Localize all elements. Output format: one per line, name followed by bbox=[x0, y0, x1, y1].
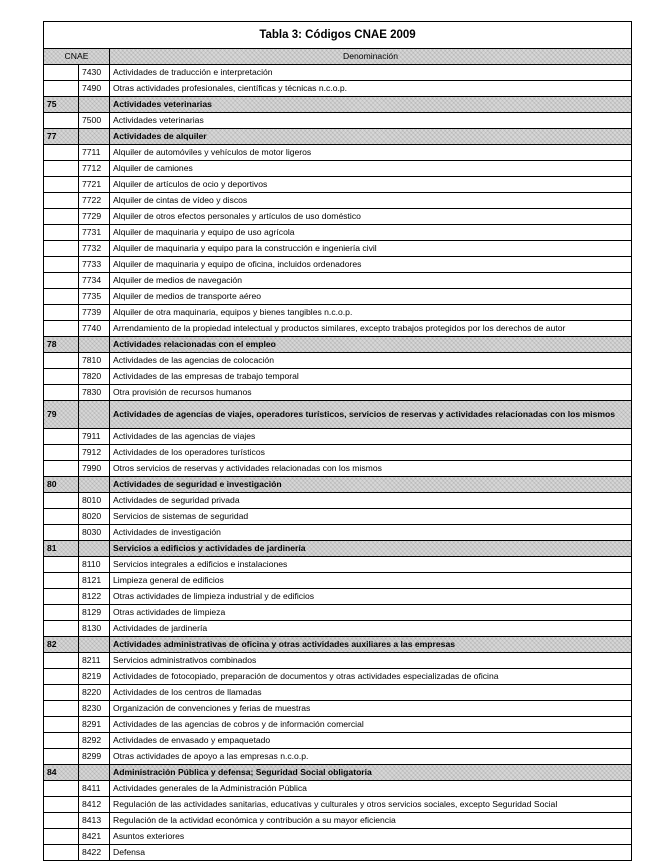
title-row bbox=[44, 22, 632, 49]
item-name: Otras actividades de limpieza bbox=[110, 605, 632, 621]
table-row bbox=[44, 321, 632, 337]
item-name: Arrendamiento de la propiedad intelectual y productos similares, excepto trabajos protegidos por los derechos de autor bbox=[110, 321, 632, 337]
group-code-blank bbox=[79, 97, 110, 113]
table-row bbox=[44, 749, 632, 765]
item-indent bbox=[44, 797, 79, 813]
group-code-blank bbox=[79, 637, 110, 653]
item-name: Alquiler de maquinaria y equipo de oficina, incluidos ordenadores bbox=[110, 257, 632, 273]
item-code: 7721 bbox=[79, 177, 110, 193]
group-code-blank bbox=[79, 477, 110, 493]
item-code: 7740 bbox=[79, 321, 110, 337]
item-indent bbox=[44, 289, 79, 305]
item-name: Actividades de investigación bbox=[110, 525, 632, 541]
table-row bbox=[44, 353, 632, 369]
group-code: 80 bbox=[44, 477, 79, 493]
table-row-group bbox=[44, 97, 632, 113]
item-code: 8030 bbox=[79, 525, 110, 541]
item-indent bbox=[44, 589, 79, 605]
item-code: 8121 bbox=[79, 573, 110, 589]
item-indent bbox=[44, 385, 79, 401]
item-name: Alquiler de medios de navegación bbox=[110, 273, 632, 289]
item-code: 8020 bbox=[79, 509, 110, 525]
table-row bbox=[44, 209, 632, 225]
item-code: 8421 bbox=[79, 829, 110, 845]
item-name: Actividades veterinarias bbox=[110, 113, 632, 129]
cnae-table bbox=[43, 21, 632, 861]
item-name: Regulación de la actividad económica y contribución a su mayor eficiencia bbox=[110, 813, 632, 829]
item-name: Alquiler de cintas de vídeo y discos bbox=[110, 193, 632, 209]
item-code: 8292 bbox=[79, 733, 110, 749]
item-name: Limpieza general de edificios bbox=[110, 573, 632, 589]
table-row bbox=[44, 669, 632, 685]
group-name: Actividades administrativas de oficina y otras actividades auxiliares a las empresas bbox=[110, 637, 632, 653]
table-row bbox=[44, 429, 632, 445]
item-name: Actividades de las empresas de trabajo temporal bbox=[110, 369, 632, 385]
item-code: 7732 bbox=[79, 241, 110, 257]
item-code: 8230 bbox=[79, 701, 110, 717]
table-row bbox=[44, 177, 632, 193]
item-code: 8413 bbox=[79, 813, 110, 829]
item-name: Actividades de las agencias de viajes bbox=[110, 429, 632, 445]
item-name: Actividades generales de la Administración Pública bbox=[110, 781, 632, 797]
table-row-group bbox=[44, 129, 632, 145]
table-row bbox=[44, 461, 632, 477]
item-indent bbox=[44, 273, 79, 289]
item-indent bbox=[44, 573, 79, 589]
item-indent bbox=[44, 145, 79, 161]
item-name: Alquiler de automóviles y vehículos de motor ligeros bbox=[110, 145, 632, 161]
table-row-group bbox=[44, 541, 632, 557]
item-code: 8299 bbox=[79, 749, 110, 765]
item-code: 7810 bbox=[79, 353, 110, 369]
item-name: Alquiler de otros efectos personales y artículos de uso doméstico bbox=[110, 209, 632, 225]
table-row bbox=[44, 289, 632, 305]
item-indent bbox=[44, 461, 79, 477]
item-code: 7830 bbox=[79, 385, 110, 401]
item-indent bbox=[44, 209, 79, 225]
item-indent bbox=[44, 193, 79, 209]
group-code: 84 bbox=[44, 765, 79, 781]
item-code: 8130 bbox=[79, 621, 110, 637]
item-code: 8220 bbox=[79, 685, 110, 701]
item-name: Otras actividades profesionales, científicas y técnicas n.c.o.p. bbox=[110, 81, 632, 97]
item-indent bbox=[44, 525, 79, 541]
table-body bbox=[44, 65, 632, 861]
item-code: 8110 bbox=[79, 557, 110, 573]
item-name: Otros servicios de reservas y actividades relacionadas con los mismos bbox=[110, 461, 632, 477]
table-row bbox=[44, 573, 632, 589]
item-indent bbox=[44, 605, 79, 621]
item-code: 7820 bbox=[79, 369, 110, 385]
item-code: 8422 bbox=[79, 845, 110, 861]
item-indent bbox=[44, 669, 79, 685]
table-row bbox=[44, 621, 632, 637]
item-name: Actividades de jardinería bbox=[110, 621, 632, 637]
column-header-cnae: CNAE bbox=[44, 49, 110, 65]
item-indent bbox=[44, 685, 79, 701]
item-indent bbox=[44, 161, 79, 177]
item-name: Alquiler de maquinaria y equipo para la construcción e ingeniería civil bbox=[110, 241, 632, 257]
group-code-blank bbox=[79, 541, 110, 557]
item-code: 7911 bbox=[79, 429, 110, 445]
item-indent bbox=[44, 305, 79, 321]
item-indent bbox=[44, 653, 79, 669]
item-name: Alquiler de camiones bbox=[110, 161, 632, 177]
table-row bbox=[44, 701, 632, 717]
table-row bbox=[44, 385, 632, 401]
table-row bbox=[44, 113, 632, 129]
item-name: Actividades de las agencias de colocación bbox=[110, 353, 632, 369]
table-row-group bbox=[44, 765, 632, 781]
item-indent bbox=[44, 493, 79, 509]
item-code: 7500 bbox=[79, 113, 110, 129]
group-name: Servicios a edificios y actividades de jardinería bbox=[110, 541, 632, 557]
item-indent bbox=[44, 813, 79, 829]
table-row bbox=[44, 81, 632, 97]
item-indent bbox=[44, 429, 79, 445]
group-name: Administración Pública y defensa; Seguridad Social obligatoria bbox=[110, 765, 632, 781]
item-name: Actividades de los operadores turísticos bbox=[110, 445, 632, 461]
item-code: 8412 bbox=[79, 797, 110, 813]
table-row bbox=[44, 65, 632, 81]
item-code: 7739 bbox=[79, 305, 110, 321]
item-code: 8211 bbox=[79, 653, 110, 669]
cnae-table-sheet bbox=[43, 21, 632, 861]
item-name: Asuntos exteriores bbox=[110, 829, 632, 845]
item-indent bbox=[44, 557, 79, 573]
item-name: Actividades de traducción e interpretación bbox=[110, 65, 632, 81]
table-row bbox=[44, 273, 632, 289]
item-indent bbox=[44, 749, 79, 765]
table-row bbox=[44, 305, 632, 321]
table-row-group bbox=[44, 477, 632, 493]
item-indent bbox=[44, 445, 79, 461]
item-code: 7712 bbox=[79, 161, 110, 177]
item-indent bbox=[44, 321, 79, 337]
group-code: 75 bbox=[44, 97, 79, 113]
item-name: Actividades de envasado y empaquetado bbox=[110, 733, 632, 749]
table-row-group bbox=[44, 637, 632, 653]
header-row bbox=[44, 49, 632, 65]
item-indent bbox=[44, 113, 79, 129]
item-indent bbox=[44, 257, 79, 273]
item-indent bbox=[44, 241, 79, 257]
item-indent bbox=[44, 369, 79, 385]
group-code-blank bbox=[79, 765, 110, 781]
item-code: 7731 bbox=[79, 225, 110, 241]
item-code: 7711 bbox=[79, 145, 110, 161]
item-name: Servicios administrativos combinados bbox=[110, 653, 632, 669]
group-name: Actividades de agencias de viajes, operadores turísticos, servicios de reservas y actividades relacionadas con los mismos bbox=[110, 401, 632, 429]
item-indent bbox=[44, 353, 79, 369]
item-name: Servicios integrales a edificios e instalaciones bbox=[110, 557, 632, 573]
group-name: Actividades de seguridad e investigación bbox=[110, 477, 632, 493]
item-code: 7735 bbox=[79, 289, 110, 305]
column-header-denominacion: Denominación bbox=[110, 49, 632, 65]
table-row bbox=[44, 225, 632, 241]
group-code: 81 bbox=[44, 541, 79, 557]
table-row bbox=[44, 781, 632, 797]
item-name: Alquiler de otra maquinaria, equipos y bienes tangibles n.c.o.p. bbox=[110, 305, 632, 321]
item-name: Actividades de las agencias de cobros y de información comercial bbox=[110, 717, 632, 733]
table-row bbox=[44, 445, 632, 461]
item-name: Alquiler de artículos de ocio y deportivos bbox=[110, 177, 632, 193]
item-code: 7990 bbox=[79, 461, 110, 477]
item-name: Alquiler de maquinaria y equipo de uso agrícola bbox=[110, 225, 632, 241]
item-code: 7430 bbox=[79, 65, 110, 81]
item-name: Actividades de seguridad privada bbox=[110, 493, 632, 509]
item-indent bbox=[44, 621, 79, 637]
table-row bbox=[44, 557, 632, 573]
table-row bbox=[44, 589, 632, 605]
item-code: 8291 bbox=[79, 717, 110, 733]
item-code: 7733 bbox=[79, 257, 110, 273]
item-name: Otras actividades de apoyo a las empresas n.c.o.p. bbox=[110, 749, 632, 765]
group-code-blank bbox=[79, 337, 110, 353]
group-name: Actividades de alquiler bbox=[110, 129, 632, 145]
item-code: 8122 bbox=[79, 589, 110, 605]
item-code: 7722 bbox=[79, 193, 110, 209]
item-indent bbox=[44, 65, 79, 81]
group-code-blank bbox=[79, 401, 110, 429]
group-code: 78 bbox=[44, 337, 79, 353]
table-title: Tabla 3: Códigos CNAE 2009 bbox=[44, 22, 632, 49]
table-row bbox=[44, 525, 632, 541]
item-indent bbox=[44, 225, 79, 241]
item-name: Servicios de sistemas de seguridad bbox=[110, 509, 632, 525]
item-code: 7490 bbox=[79, 81, 110, 97]
item-name: Otras actividades de limpieza industrial y de edificios bbox=[110, 589, 632, 605]
item-name: Regulación de las actividades sanitarias, educativas y culturales y otros servicios sociales, excepto Seguridad Social bbox=[110, 797, 632, 813]
item-name: Actividades de fotocopiado, preparación de documentos y otras actividades especializadas de oficina bbox=[110, 669, 632, 685]
group-code: 79 bbox=[44, 401, 79, 429]
table-row bbox=[44, 193, 632, 209]
table-row bbox=[44, 653, 632, 669]
table-row bbox=[44, 605, 632, 621]
item-indent bbox=[44, 717, 79, 733]
table-row bbox=[44, 813, 632, 829]
table-row bbox=[44, 685, 632, 701]
item-code: 8010 bbox=[79, 493, 110, 509]
item-name: Otra provisión de recursos humanos bbox=[110, 385, 632, 401]
item-indent bbox=[44, 829, 79, 845]
item-indent bbox=[44, 509, 79, 525]
item-indent bbox=[44, 177, 79, 193]
item-code: 7912 bbox=[79, 445, 110, 461]
item-indent bbox=[44, 81, 79, 97]
table-row bbox=[44, 797, 632, 813]
table-row bbox=[44, 257, 632, 273]
table-row bbox=[44, 161, 632, 177]
item-indent bbox=[44, 845, 79, 861]
group-code: 77 bbox=[44, 129, 79, 145]
table-row-group bbox=[44, 337, 632, 353]
group-code-blank bbox=[79, 129, 110, 145]
table-row bbox=[44, 241, 632, 257]
item-indent bbox=[44, 781, 79, 797]
item-name: Actividades de los centros de llamadas bbox=[110, 685, 632, 701]
table-row bbox=[44, 733, 632, 749]
group-name: Actividades relacionadas con el empleo bbox=[110, 337, 632, 353]
group-name: Actividades veterinarias bbox=[110, 97, 632, 113]
table-row bbox=[44, 829, 632, 845]
table-row bbox=[44, 717, 632, 733]
group-code: 82 bbox=[44, 637, 79, 653]
item-code: 8219 bbox=[79, 669, 110, 685]
table-row-group bbox=[44, 401, 632, 429]
item-code: 8411 bbox=[79, 781, 110, 797]
table-row bbox=[44, 493, 632, 509]
item-code: 7734 bbox=[79, 273, 110, 289]
item-code: 8129 bbox=[79, 605, 110, 621]
item-name: Alquiler de medios de transporte aéreo bbox=[110, 289, 632, 305]
table-row bbox=[44, 145, 632, 161]
table-row bbox=[44, 845, 632, 861]
item-indent bbox=[44, 733, 79, 749]
item-name: Organización de convenciones y ferias de muestras bbox=[110, 701, 632, 717]
table-row bbox=[44, 369, 632, 385]
item-code: 7729 bbox=[79, 209, 110, 225]
item-indent bbox=[44, 701, 79, 717]
item-name: Defensa bbox=[110, 845, 632, 861]
table-row bbox=[44, 509, 632, 525]
